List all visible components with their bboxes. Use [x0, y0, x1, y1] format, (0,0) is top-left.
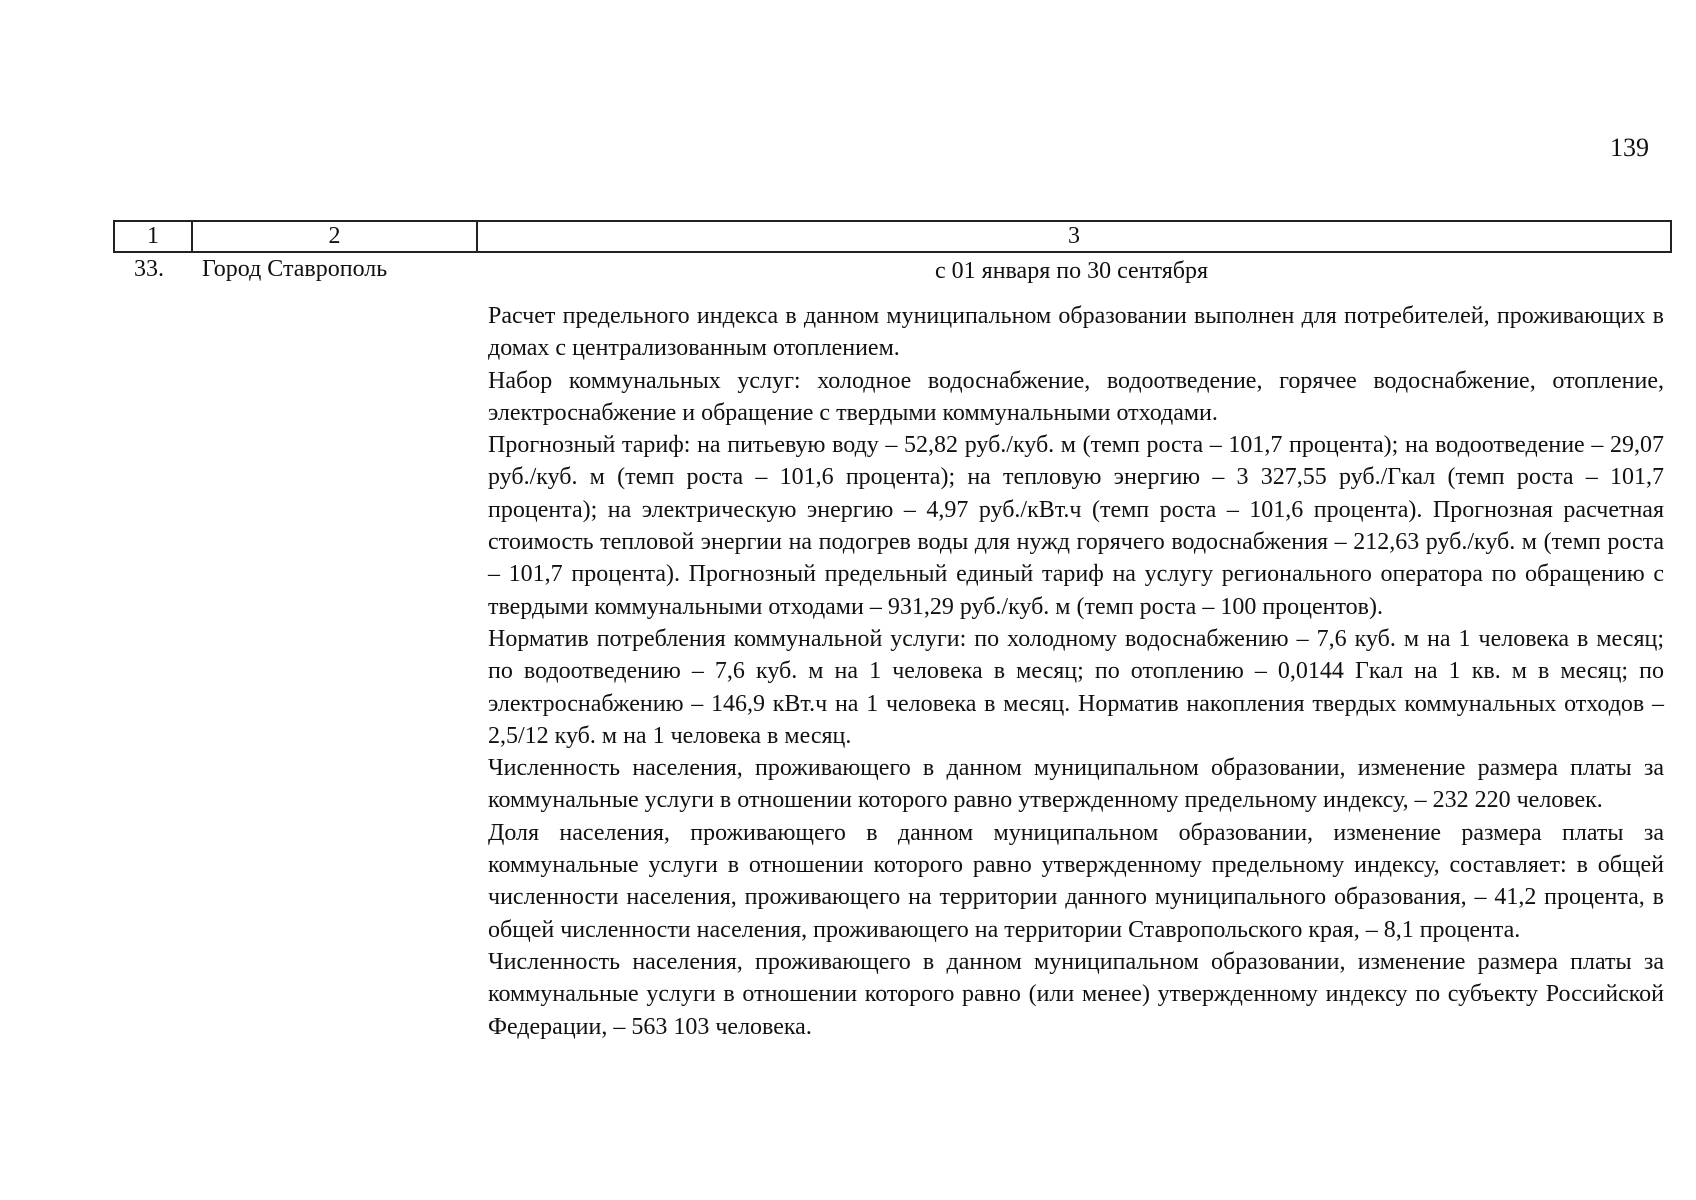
page-number: 139: [1610, 133, 1649, 162]
paragraph-scope: Расчет предельного индекса в данном муниципальном образовании выполнен для потребителей, проживающих в домах с централизованным отоплением.: [488, 303, 1664, 362]
header-cell-3: 3: [1068, 223, 1080, 249]
header-cell-2: 2: [193, 222, 478, 251]
row-number: 33.: [134, 256, 164, 282]
row-description: [488, 300, 1664, 1043]
paragraph-population-share: Доля населения, проживающего в данном муниципальном образовании, изменение размера платы за коммунальные услуги в отношении которого равно утвержденному предельному индексу, составляет: в общей численности населения, проживающего на территории данного муниципального образования, – 41,2 процента, в общей численности населения, проживающего на территории Ставропольского края, – 8,1 процента.: [488, 819, 1664, 943]
header-cell-1: 1: [115, 222, 193, 251]
table-header-row: [113, 220, 1672, 253]
municipality-name: Город Ставрополь: [202, 256, 388, 282]
paragraph-tariffs: Прогнозный тариф: на питьевую воду – 52,82 руб./куб. м (темп роста – 101,7 процента); на водоотведение – 29,07 руб./куб. м (темп роста – 101,6 процента); на тепловую энергию – 3 327,55 руб./Гкал (темп роста – 101,7 процента); на электрическую энергию – 4,97 руб./кВт.ч (темп роста – 101,6 процента). Прогнозная расчетная стоимость тепловой энергии на подогрев воды для нужд горячего водоснабжения – 212,63 руб./куб. м (темп роста – 101,7 процента). Прогнозный предельный единый тариф на услугу регионального оператора по обращению с твердыми коммунальными отходами – 931,29 руб./куб. м (темп роста – 100 процентов).: [488, 432, 1664, 620]
period-heading: с 01 января по 30 сентября: [935, 258, 1208, 284]
paragraph-norms: Норматив потребления коммунальной услуги: по холодному водоснабжению – 7,6 куб. м на 1 человека в месяц; по водоотведению – 7,6 куб. м на 1 человека в месяц; по отоплению – 0,0144 Гкал на 1 кв. м в месяц; по электроснабжению – 146,9 кВт.ч на 1 человека в месяц. Норматив накопления твердых коммунальных отходов – 2,5/12 куб. м на 1 человека в месяц.: [488, 625, 1664, 749]
paragraph-population-count: Численность населения, проживающего в данном муниципальном образовании, изменение размера платы за коммунальные услуги в отношении которого равно утвержденному предельному индексу, – 232 220 человек.: [488, 755, 1664, 814]
paragraph-population-below-index: Численность населения, проживающего в данном муниципальном образовании, изменение размера платы за коммунальные услуги в отношении которого равно (или менее) утвержденному индексу по субъекту Российской Федерации, – 563 103 человека.: [488, 948, 1664, 1040]
paragraph-services: Набор коммунальных услуг: холодное водоснабжение, водоотведение, горячее водоснабжение, отопление, электроснабжение и обращение с твердыми коммунальными отходами.: [488, 367, 1664, 426]
